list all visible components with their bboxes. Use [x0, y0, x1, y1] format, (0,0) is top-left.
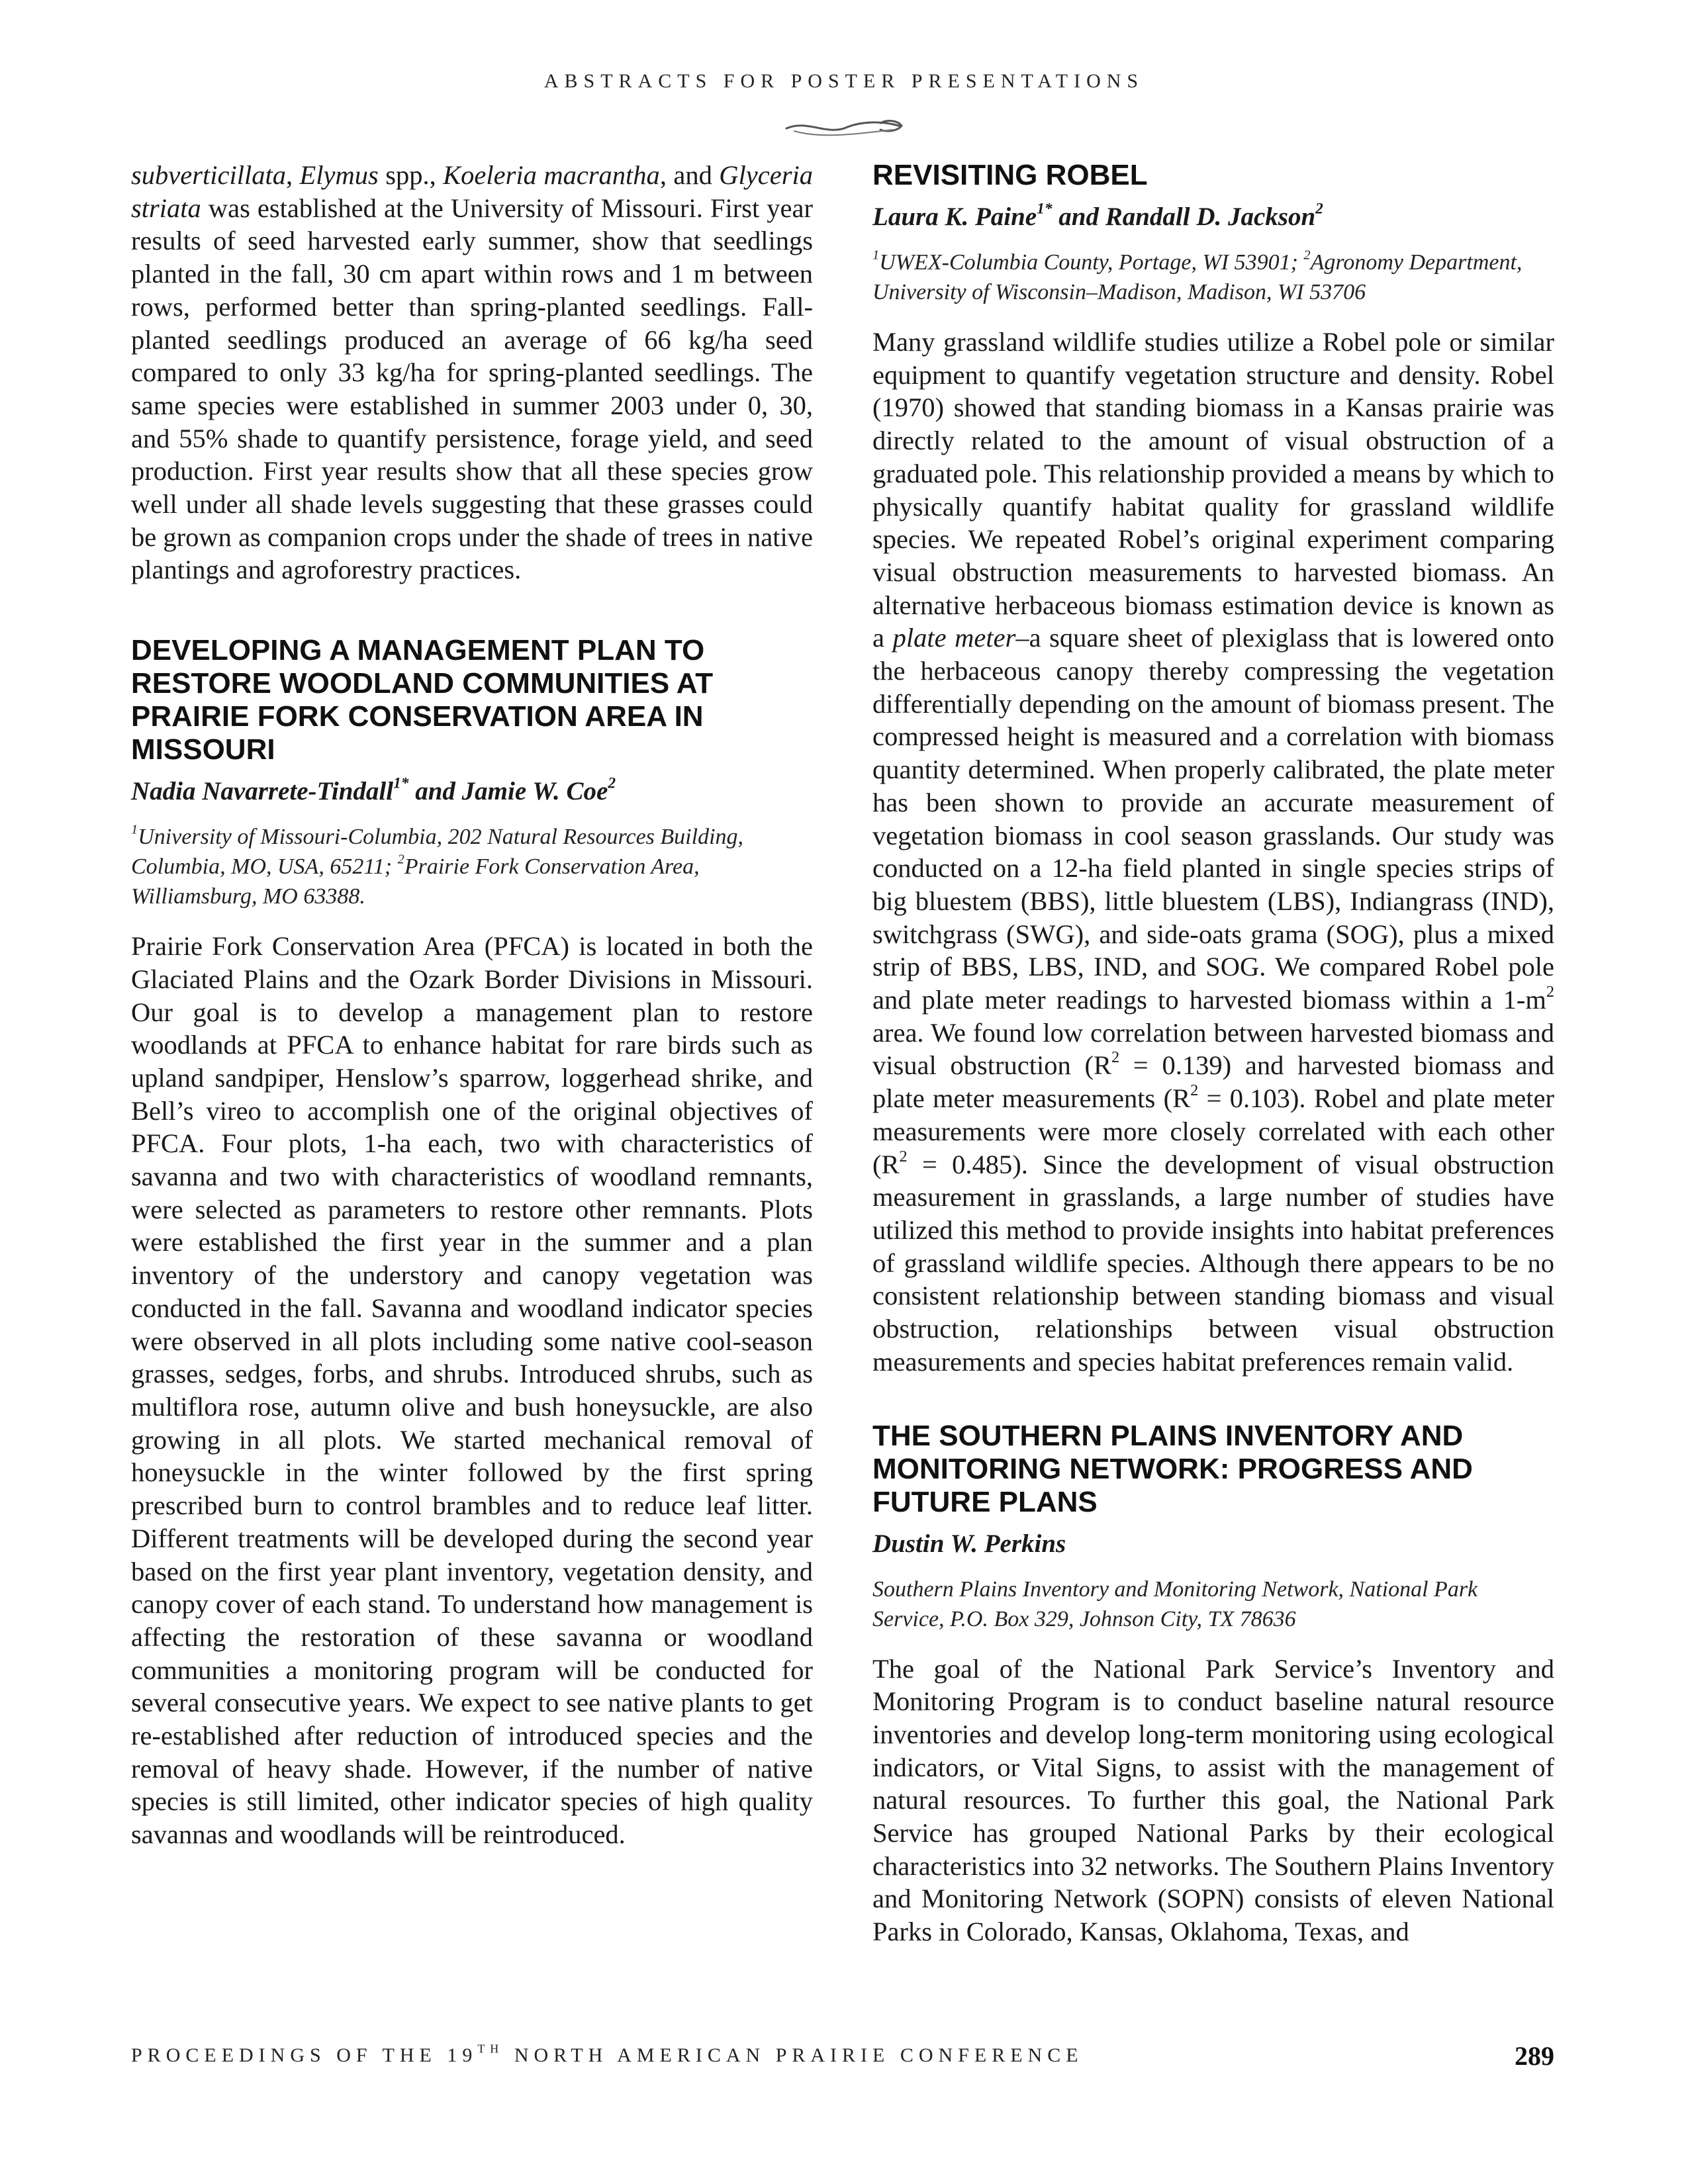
proceedings-title: PROCEEDINGS OF THE 19TH NORTH AMERICAN PRAIRIE CONFERENCE: [131, 2042, 1084, 2066]
authors-sopn: Dustin W. Perkins: [872, 1529, 1066, 1558]
right-column: [872, 159, 1554, 1948]
authors-woodland: Nadia Navarrete-Tindall$^{1*}$ and Jamie W. Coe$^2$: [131, 774, 616, 806]
left-column: [131, 159, 813, 1851]
affiliation-sopn: Southern Plains Inventory and Monitoring Network, National Park Service, P.O. Box 329, Johnson City, TX 78636: [872, 1576, 1478, 1631]
authors-robel: Laura K. Paine$^{1*}$ and Randall D. Jackson$^2$: [872, 200, 1323, 231]
running-head: ABSTRACTS FOR POSTER PRESENTATIONS: [543, 70, 1145, 92]
abstract-title-sopn: THE SOUTHERN PLAINS INVENTORY AND MONITORING NETWORK: PROGRESS AND FUTURE PLANS: [872, 1419, 1473, 1518]
continued-abstract-text: subverticillata, Elymus spp., Koeleria macrantha, and Glyceria striata was established at the University of Missouri. First year results of seed harvested early summer, show that seedlings planted in the fall, 30 cm apart within rows and 1 m between rows, performed better than spring-planted seedlings. Fall-planted seedlings produced an average of 66 kg/ha seed compared to only 33 kg/ha for spring-planted seedlings. The same species were established in summer 2003 under 0, 30, and 55% shade to quantify persistence, forage yield, and seed production. First year results show that all these species grow well under all shade levels suggesting that these grasses could be grown as companion crops under the shade of trees in native plantings and agroforestry practices.: [131, 160, 813, 585]
page-footer: [131, 2041, 1554, 2071]
abstract-body-robel: Many grassland wildlife studies utilize a Robel pole or similar equipment to quantify vegetation structure and density. Robel (1970) showed that standing biomass in a Kansas prairie was directly related to the amount of visual obstruction of a graduated pole. This relationship provided a means by which to physically quantify habitat quality for grassland wildlife species. We repeated Robel’s original experiment comparing visual obstruction measurements to harvested biomass. An alternative herbaceous biomass estimation device is known as a plate meter–a square sheet of plexiglass that is lowered onto the herbaceous canopy thereby compressing the vegetation differentially depending on the amount of biomass present. The compressed height is measured and a correlation with biomass quantity determined. When properly calibrated, the plate meter has been shown to provide an accurate measurement of vegetation biomass in cool season grasslands. Our study was conducted on a 12-ha field planted in single species strips of big bluestem (BBS), little bluestem (LBS), Indiangrass (IND), switchgrass (SWG), and side-oats grama (SOG), plus a mixed strip of BBS, LBS, IND, and SOG. We compared Robel pole and plate meter readings to harvested biomass within a $1-m^2$ area. We found low correlation between harvested biomass and visual obstruction $(R^2 = 0.139)$ and harvested biomass and plate meter measurements $(R^2 = 0.103)$. Robel and plate meter measurements were more closely correlated with each other $(R^2 = 0.485)$. Since the development of visual obstruction measurement in grasslands, a large number of studies have utilized this method to provide insights into habitat preferences of grassland wildlife species. Although there appears to be no consistent relationship between standing biomass and visual obstruction, relationships between visual obstruction measurements and species habitat preferences remain valid.: [872, 327, 1554, 1377]
flourish-ornament-icon: [781, 116, 907, 140]
affiliation-robel: $^1$UWEX-Columbia County, Portage, WI 53901; $^2$Agronomy Department, University of Wisconsin–Madison, Madison, WI 53706: [872, 248, 1523, 304]
affiliation-woodland: $^1$University of Missouri-Columbia, 202 Natural Resources Building, Columbia, MO, USA, 65211; $^2$Prairie Fork Conservation Area, Williamsburg, MO 63388.: [131, 822, 744, 909]
abstract-body-sopn: The goal of the National Park Service’s Inventory and Monitoring Program is to conduct baseline natural resource inventories and develop long-term monitoring using ecological indicators, or Vital Signs, to assist with the management of natural resources. To further this goal, the National Park Service has grouped National Parks by their ecological characteristics into 32 networks. The Southern Plains Inventory and Monitoring Network (SOPN) consists of eleven National Parks in Colorado, Kansas, Oklahoma, Texas, and: [872, 1653, 1554, 1947]
abstract-body-woodland: Prairie Fork Conservation Area (PFCA) is located in both the Glaciated Plains and the Ozark Border Divisions in Missouri. Our goal is to develop a management plan to restore woodlands at PFCA to enhance habitat for rare birds such as upland sandpiper, Henslow’s sparrow, loggerhead shrike, and Bell’s vireo to accomplish one of the original objectives of PFCA. Four plots, 1-ha each, two with characteristics of savanna and two with characteristics of woodland remnants, were selected as parameters to restore other remnants. Plots were established the first year in the summer and a plan inventory of the understory and canopy vegetation was conducted in the fall. Savanna and woodland indicator species were observed in all plots including some native cool-season grasses, sedges, forbs, and shrubs. Introduced shrubs, such as multiflora rose, autumn olive and bush honeysuckle, are also growing in all plots. We started mechanical removal of honeysuckle in the winter followed by the first spring prescribed burn to control brambles and to reduce leaf litter. Different treatments will be developed during the second year based on the first year plant inventory, vegetation density, and canopy cover of each stand. To understand how management is affecting the restoration of these savanna or woodland communities a monitoring program will be conducted for several consecutive years. We expect to see native plants to get re-established after reduction of introduced species and the removal of heavy shade. However, if the number of native species is still limited, other indicator species of high quality savannas and woodlands will be reintroduced.: [131, 931, 813, 1850]
page-number: 289: [1515, 2041, 1554, 2071]
abstract-title-woodland: DEVELOPING A MANAGEMENT PLAN TO RESTORE WOODLAND COMMUNITIES AT PRAIRIE FORK CONSERVATION AREA IN MISSOURI: [131, 634, 714, 766]
abstract-title-robel: REVISITING ROBEL: [872, 159, 1148, 191]
